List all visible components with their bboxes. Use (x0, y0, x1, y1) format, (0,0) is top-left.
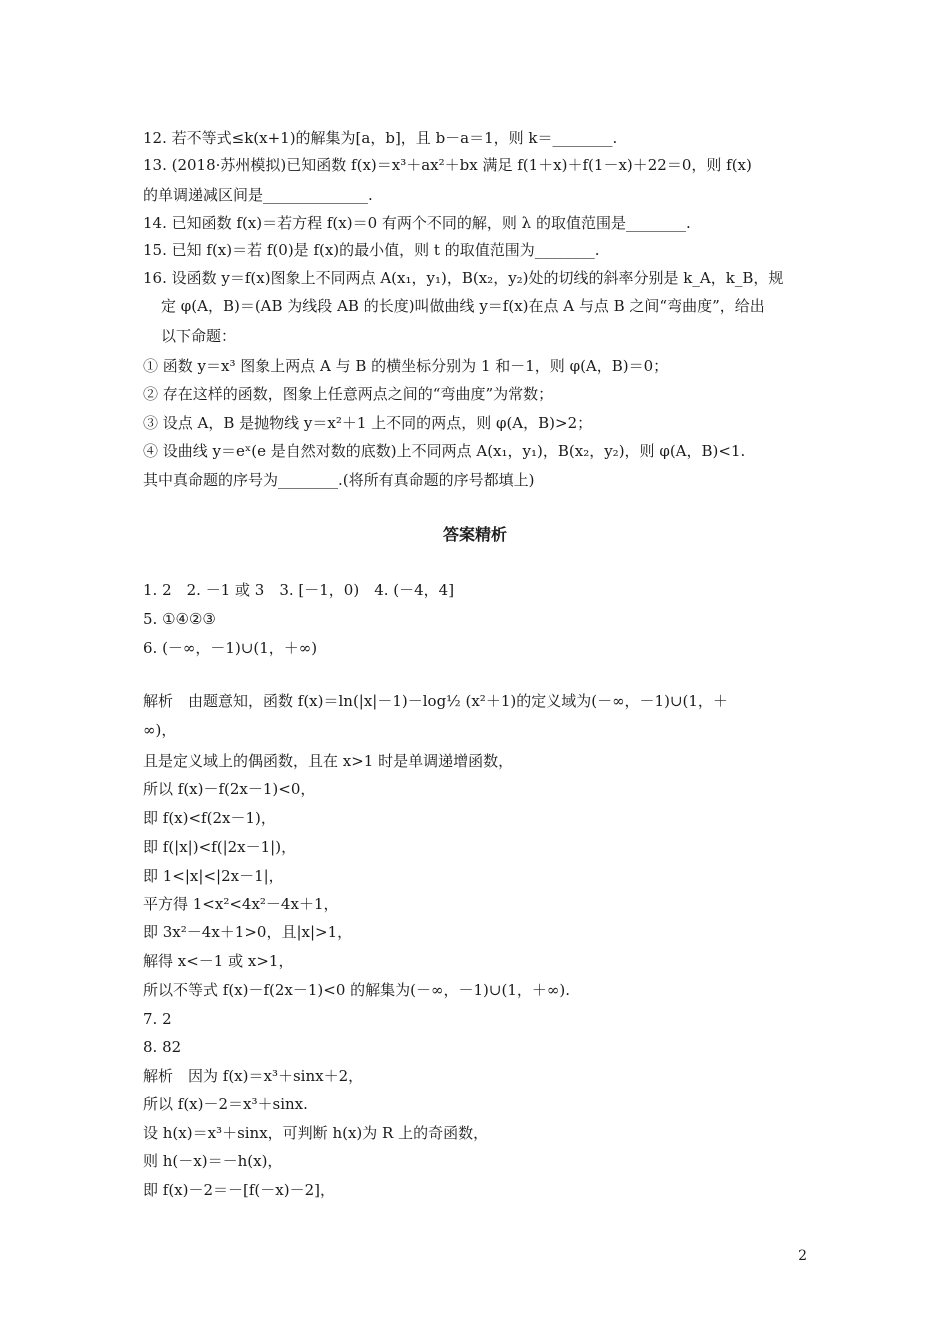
problem-13-cont: 的单调递减区间是______________. (143, 186, 373, 204)
problem-14: 14. 已知函数 f(x)＝若方程 f(x)＝0 有两个不同的解，则 λ 的取值范围是________. (143, 214, 691, 232)
page-number: 2 (798, 1248, 807, 1264)
proposition-1: ① 函数 y＝x³ 图象上两点 A 与 B 的横坐标分别为 1 和－1，则 φ(A，B)＝0； (143, 357, 669, 375)
answer-6: 6. (－∞，－1)∪(1，＋∞) (143, 639, 318, 657)
problem-16-question: 其中真命题的序号为________.(将所有真命题的序号都填上) (143, 471, 535, 489)
solution-8-line2: 所以 f(x)－2＝x³＋sinx. (143, 1095, 308, 1113)
solution-8-line4: 则 h(－x)＝－h(x)， (143, 1152, 283, 1170)
answers-1-4: 1. 2 2. －1 或 3 3. [－1，0) 4. (－4，4] (143, 581, 455, 599)
proposition-2: ② 存在这样的函数，图象上任意两点之间的“弯曲度”为常数； (143, 385, 554, 403)
answer-8: 8. 82 (143, 1038, 182, 1056)
proposition-3: ③ 设点 A，B 是抛物线 y＝x²＋1 上不同的两点，则 φ(A，B)>2； (143, 414, 593, 432)
solution-6-line5: 即 f(x)<f(2x－1)， (143, 809, 276, 827)
solution-6-line10: 解得 x<－1 或 x>1， (143, 952, 294, 970)
solution-6-line1: 解析 由题意知，函数 f(x)＝ln(|x|－1)－log½ (x²＋1)的定义域为(－∞，－1)∪(1，＋ (143, 692, 728, 710)
problem-15: 15. 已知 f(x)＝若 f(0)是 f(x)的最小值，则 t 的取值范围为________. (143, 241, 600, 259)
answer-section-title: 答案精析 (442, 525, 507, 544)
solution-8-line3: 设 h(x)＝x³＋sinx，可判断 h(x)为 R 上的奇函数， (143, 1124, 489, 1142)
solution-6-line8: 平方得 1<x²<4x²－4x＋1， (143, 895, 339, 913)
problem-16-line2: 定 φ(A，B)＝(AB 为线段 AB 的长度)叫做曲线 y＝f(x)在点 A 与点 B 之间“弯曲度”，给出 (161, 297, 765, 315)
solution-8-line1: 解析 因为 f(x)＝x³＋sinx＋2， (143, 1067, 364, 1085)
problem-13: 13. (2018·苏州模拟)已知函数 f(x)＝x³＋ax²＋bx 满足 f(1＋x)＋f(1－x)＋22＝0，则 f(x) (143, 156, 752, 174)
answer-5: 5. ①④②③ (143, 610, 216, 628)
solution-6-line3: 且是定义域上的偶函数，且在 x>1 时是单调递增函数， (143, 752, 514, 770)
problem-16-line3: 以下命题： (161, 327, 237, 345)
problem-12: 12. 若不等式≤k(x+1)的解集为[a，b]，且 b－a＝1，则 k＝________. (143, 129, 618, 147)
proposition-4: ④ 设曲线 y＝eˣ(e 是自然对数的底数)上不同两点 A(x₁，y₁)，B(x₂，y₂)，则 φ(A，B)<1. (143, 442, 746, 460)
solution-6-line11: 所以不等式 f(x)－f(2x－1)<0 的解集为(－∞，－1)∪(1，＋∞). (143, 981, 570, 999)
solution-6-line7: 即 1<|x|<|2x－1|， (143, 867, 284, 885)
solution-6-line2: ∞)， (143, 721, 177, 739)
problem-16: 16. 设函数 y＝f(x)图象上不同两点 A(x₁，y₁)，B(x₂，y₂)处的切线的斜率分别是 k_A，k_B，规 (143, 269, 784, 287)
solution-6-line4: 所以 f(x)－f(2x－1)<0， (143, 780, 316, 798)
solution-6-line6: 即 f(|x|)<f(|2x－1|)， (143, 838, 297, 856)
solution-6-line9: 即 3x²－4x＋1>0，且|x|>1， (143, 923, 353, 941)
solution-8-line5: 即 f(x)－2＝－[f(－x)－2]， (143, 1181, 335, 1199)
answer-7: 7. 2 (143, 1010, 172, 1028)
